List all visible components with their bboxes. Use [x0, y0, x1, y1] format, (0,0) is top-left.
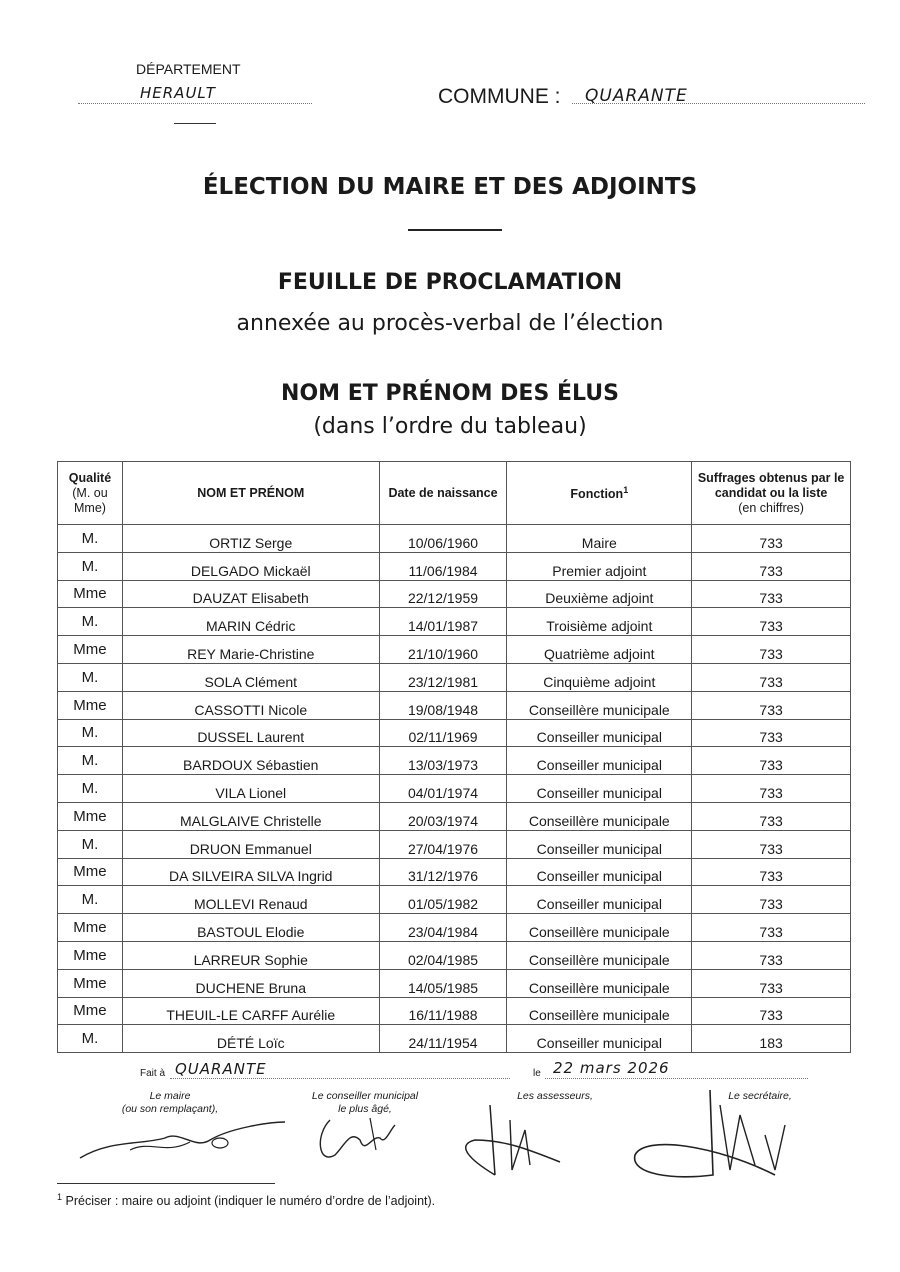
- cell-fonction: Conseillère municipale: [507, 941, 692, 969]
- cell-date: 01/05/1982: [379, 886, 507, 914]
- cell-suffrages: 733: [692, 886, 851, 914]
- header-date: Date de naissance: [379, 462, 507, 525]
- cell-suffrages: 183: [692, 1025, 851, 1053]
- cell-nom: MALGLAIVE Christelle: [122, 802, 379, 830]
- table-row: [58, 552, 851, 580]
- table-row: [58, 775, 851, 803]
- header-fonction-label: Fonction: [570, 487, 624, 502]
- cell-nom: REY Marie-Christine: [122, 636, 379, 664]
- cell-suffrages: 733: [692, 914, 851, 942]
- cell-qualite: Mme: [58, 969, 123, 997]
- header-nom: NOM ET PRÉNOM: [122, 462, 379, 525]
- cell-nom: CASSOTTI Nicole: [122, 691, 379, 719]
- table-row: [58, 941, 851, 969]
- table-row: [58, 608, 851, 636]
- departement-line: [78, 103, 312, 104]
- cell-nom: DUCHENE Bruna: [122, 969, 379, 997]
- cell-suffrages: 733: [692, 997, 851, 1025]
- cell-nom: DÉTÉ Loïc: [122, 1025, 379, 1053]
- cell-nom: ORTIZ Serge: [122, 525, 379, 553]
- cell-qualite: Mme: [58, 802, 123, 830]
- title-rule: [408, 229, 502, 231]
- table-row: [58, 830, 851, 858]
- cell-fonction: Troisième adjoint: [507, 608, 692, 636]
- cell-fonction: Conseiller municipal: [507, 1025, 692, 1053]
- cell-fonction: Conseillère municipale: [507, 914, 692, 942]
- cell-fonction: Maire: [507, 525, 692, 553]
- cell-qualite: M.: [58, 663, 123, 691]
- cell-date: 21/10/1960: [379, 636, 507, 664]
- header-suffrages-label: Suffrages obtenus par le candidat ou la liste: [697, 470, 845, 500]
- commune-value: QUARANTE: [585, 86, 688, 106]
- conseiller-title: Le conseiller municipal: [311, 1090, 419, 1102]
- header-fonction: [507, 462, 692, 525]
- cell-qualite: M.: [58, 830, 123, 858]
- conseiller-signature: [310, 1110, 400, 1170]
- cell-fonction: Conseillère municipale: [507, 997, 692, 1025]
- cell-qualite: M.: [58, 719, 123, 747]
- cell-fonction: Conseiller municipal: [507, 886, 692, 914]
- cell-qualite: Mme: [58, 636, 123, 664]
- cell-date: 13/03/1973: [379, 747, 507, 775]
- cell-qualite: Mme: [58, 997, 123, 1025]
- cell-qualite: M.: [58, 552, 123, 580]
- table-row: [58, 858, 851, 886]
- header-qualite-label: Qualité: [68, 470, 112, 485]
- le-value: 22 mars 2026: [553, 1059, 670, 1077]
- cell-qualite: M.: [58, 1025, 123, 1053]
- cell-suffrages: 733: [692, 580, 851, 608]
- cell-nom: DAUZAT Elisabeth: [122, 580, 379, 608]
- cell-fonction: Deuxième adjoint: [507, 580, 692, 608]
- cell-qualite: Mme: [58, 691, 123, 719]
- header-qualite-sub: (M. ou Mme): [72, 485, 108, 515]
- departement-dash: [174, 123, 216, 124]
- cell-date: 02/04/1985: [379, 941, 507, 969]
- footnote: [57, 1192, 435, 1208]
- cell-fonction: Conseiller municipal: [507, 747, 692, 775]
- table-row: [58, 636, 851, 664]
- cell-fonction: Conseiller municipal: [507, 775, 692, 803]
- cell-nom: LARREUR Sophie: [122, 941, 379, 969]
- cell-fonction: Conseiller municipal: [507, 719, 692, 747]
- cell-fonction: Conseillère municipale: [507, 802, 692, 830]
- cell-qualite: Mme: [58, 941, 123, 969]
- maire-title: Le maire: [149, 1090, 191, 1102]
- list-title: NOM ET PRÉNOM DES ÉLUS: [281, 381, 619, 406]
- cell-nom: BARDOUX Sébastien: [122, 747, 379, 775]
- cell-date: 24/11/1954: [379, 1025, 507, 1053]
- cell-nom: MARIN Cédric: [122, 608, 379, 636]
- assesseurs-label: Les assesseurs,: [517, 1090, 593, 1102]
- commune-line: [572, 103, 865, 104]
- cell-nom: BASTOUL Elodie: [122, 914, 379, 942]
- fait-a-label: Fait à: [140, 1068, 166, 1079]
- cell-date: 14/01/1987: [379, 608, 507, 636]
- cell-date: 14/05/1985: [379, 969, 507, 997]
- header-suffrages: [692, 462, 851, 525]
- table-row: [58, 1025, 851, 1053]
- cell-date: 11/06/1984: [379, 552, 507, 580]
- cell-suffrages: 733: [692, 830, 851, 858]
- departement-label: DÉPARTEMENT: [136, 61, 241, 77]
- cell-qualite: M.: [58, 608, 123, 636]
- cell-date: 22/12/1959: [379, 580, 507, 608]
- cell-qualite: Mme: [58, 858, 123, 886]
- table-row: [58, 580, 851, 608]
- footnote-rule: [57, 1183, 275, 1184]
- table-header-row: [58, 462, 851, 525]
- commune-label: COMMUNE :: [438, 85, 561, 108]
- table-row: [58, 525, 851, 553]
- cell-nom: SOLA Clément: [122, 663, 379, 691]
- table-row: [58, 747, 851, 775]
- cell-qualite: M.: [58, 747, 123, 775]
- cell-suffrages: 733: [692, 663, 851, 691]
- table-row: [58, 969, 851, 997]
- table-row: [58, 997, 851, 1025]
- table-row: [58, 886, 851, 914]
- footnote-ref: 1: [623, 485, 629, 496]
- header-qualite: [58, 462, 123, 525]
- cell-date: 02/11/1969: [379, 719, 507, 747]
- cell-fonction: Quatrième adjoint: [507, 636, 692, 664]
- cell-nom: DUSSEL Laurent: [122, 719, 379, 747]
- cell-date: 16/11/1988: [379, 997, 507, 1025]
- cell-nom: MOLLEVI Renaud: [122, 886, 379, 914]
- departement-value: HERAULT: [140, 84, 216, 102]
- assesseurs-signature: [450, 1090, 570, 1185]
- cell-suffrages: 733: [692, 608, 851, 636]
- cell-suffrages: 733: [692, 691, 851, 719]
- main-title: ÉLECTION DU MAIRE ET DES ADJOINTS: [202, 174, 698, 200]
- cell-fonction: Conseiller municipal: [507, 858, 692, 886]
- cell-suffrages: 733: [692, 552, 851, 580]
- cell-date: 23/12/1981: [379, 663, 507, 691]
- fait-a-value: QUARANTE: [175, 1060, 267, 1078]
- cell-date: 20/03/1974: [379, 802, 507, 830]
- fait-a-line: [170, 1078, 510, 1079]
- cell-fonction: Conseillère municipale: [507, 969, 692, 997]
- cell-date: 10/06/1960: [379, 525, 507, 553]
- cell-nom: DA SILVEIRA SILVA Ingrid: [122, 858, 379, 886]
- conseiller-sub: le plus âgé,: [338, 1103, 392, 1115]
- order-subtitle: (dans l’ordre du tableau): [313, 414, 587, 439]
- cell-qualite: Mme: [58, 580, 123, 608]
- table-row: [58, 691, 851, 719]
- maire-signature: [70, 1110, 290, 1170]
- cell-suffrages: 733: [692, 636, 851, 664]
- footnote-text: Préciser : maire ou adjoint (indiquer le numéro d’ordre de l’adjoint).: [65, 1194, 436, 1209]
- cell-suffrages: 733: [692, 775, 851, 803]
- cell-qualite: M.: [58, 886, 123, 914]
- le-label: le: [533, 1068, 541, 1079]
- cell-qualite: M.: [58, 525, 123, 553]
- table-row: [58, 719, 851, 747]
- table-row: [58, 663, 851, 691]
- sheet-title: FEUILLE DE PROCLAMATION: [277, 270, 623, 295]
- cell-fonction: Conseillère municipale: [507, 691, 692, 719]
- annex-subtitle: annexée au procès-verbal de l’élection: [236, 311, 664, 336]
- maire-sub: (ou son remplaçant),: [121, 1103, 219, 1115]
- footnote-marker: 1: [57, 1192, 63, 1202]
- table-row: [58, 802, 851, 830]
- le-line: [545, 1078, 808, 1079]
- cell-suffrages: 733: [692, 525, 851, 553]
- cell-fonction: Cinquième adjoint: [507, 663, 692, 691]
- cell-date: 27/04/1976: [379, 830, 507, 858]
- secretaire-signature: [625, 1085, 815, 1185]
- cell-qualite: M.: [58, 775, 123, 803]
- cell-suffrages: 733: [692, 969, 851, 997]
- elus-table: [57, 461, 851, 1053]
- cell-date: 19/08/1948: [379, 691, 507, 719]
- cell-nom: DRUON Emmanuel: [122, 830, 379, 858]
- cell-suffrages: 733: [692, 719, 851, 747]
- cell-suffrages: 733: [692, 941, 851, 969]
- cell-nom: VILA Lionel: [122, 775, 379, 803]
- cell-suffrages: 733: [692, 802, 851, 830]
- cell-fonction: Conseiller municipal: [507, 830, 692, 858]
- cell-date: 04/01/1974: [379, 775, 507, 803]
- cell-fonction: Premier adjoint: [507, 552, 692, 580]
- header-suffrages-sub: (en chiffres): [738, 500, 804, 515]
- secretaire-label: Le secrétaire,: [728, 1090, 792, 1102]
- cell-suffrages: 733: [692, 747, 851, 775]
- cell-nom: THEUIL-LE CARFF Aurélie: [122, 997, 379, 1025]
- cell-suffrages: 733: [692, 858, 851, 886]
- cell-qualite: Mme: [58, 914, 123, 942]
- cell-date: 31/12/1976: [379, 858, 507, 886]
- cell-nom: DELGADO Mickaël: [122, 552, 379, 580]
- table-row: [58, 914, 851, 942]
- cell-date: 23/04/1984: [379, 914, 507, 942]
